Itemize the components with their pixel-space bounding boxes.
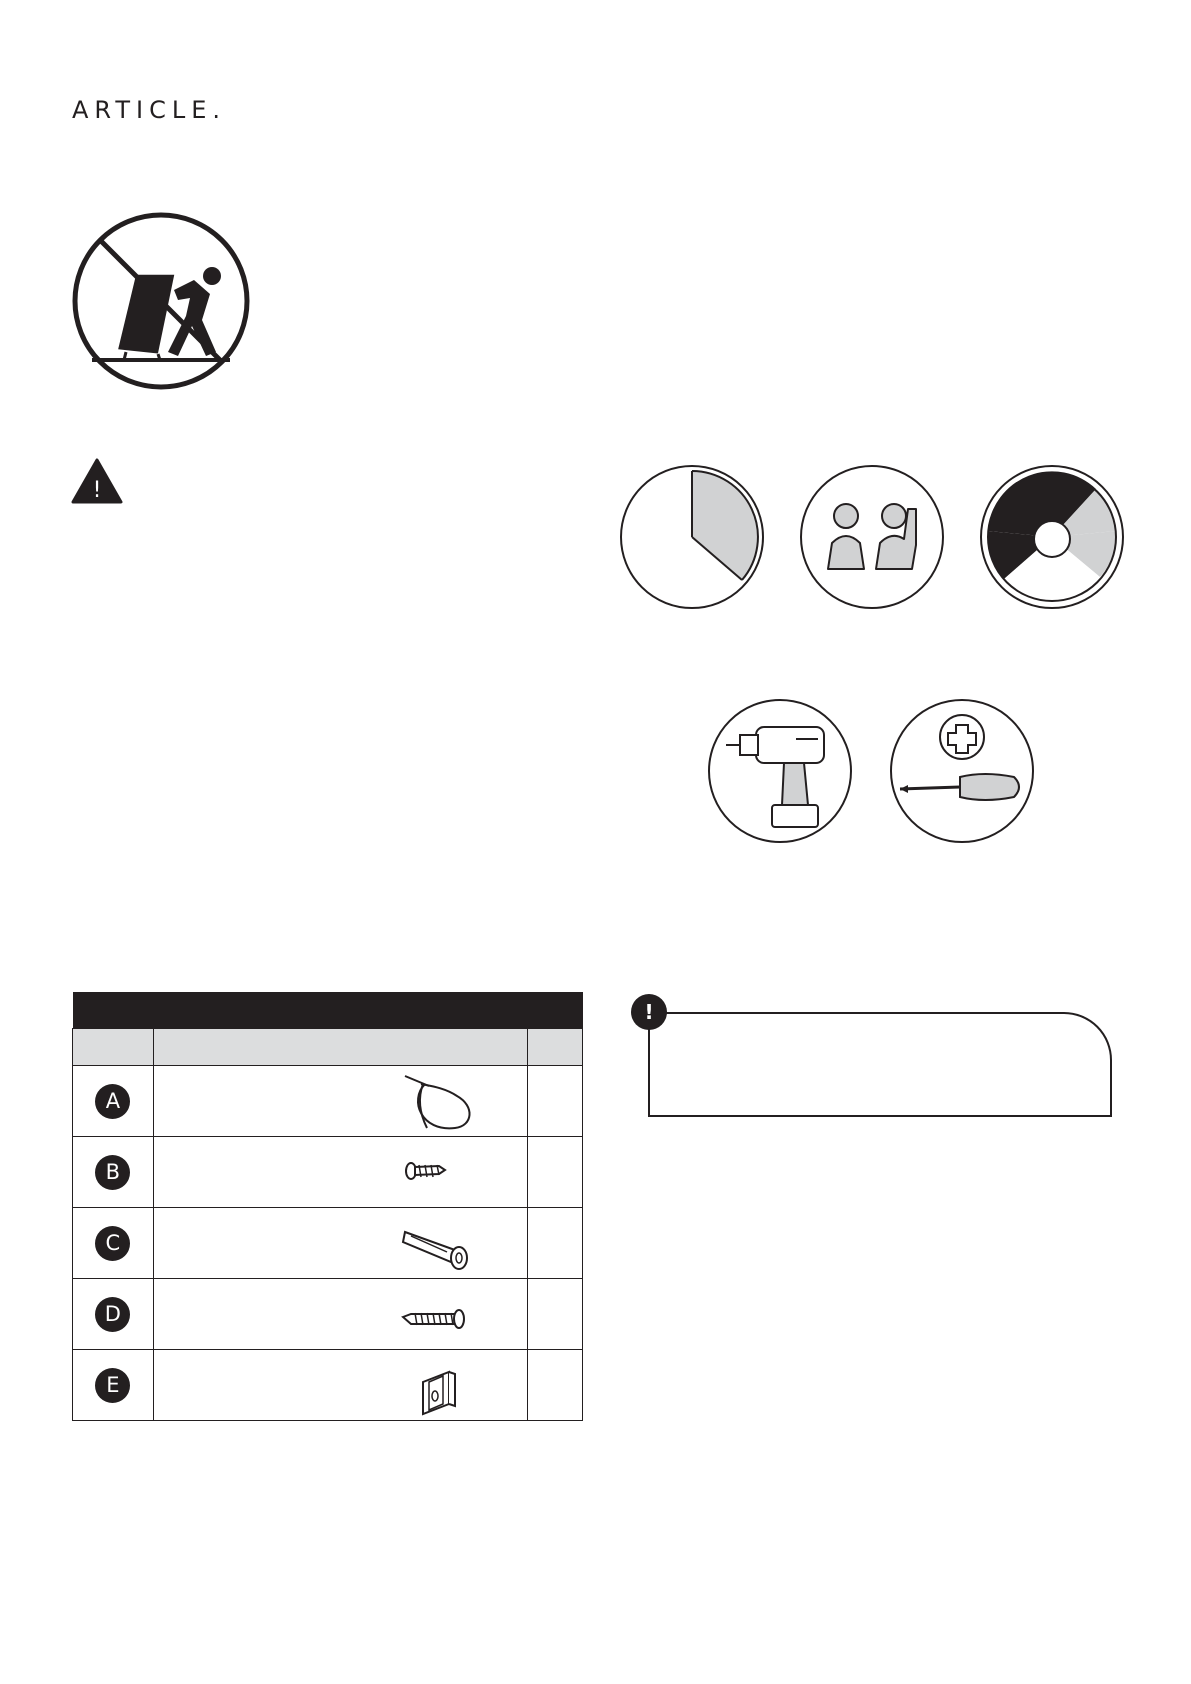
note-alert-icon: ! <box>631 994 667 1030</box>
table-row <box>73 1137 583 1208</box>
svg-text:!: ! <box>92 478 102 503</box>
column-header-description <box>153 1029 527 1066</box>
hardware-table <box>72 992 583 1421</box>
wall-bracket-icon <box>399 1354 479 1420</box>
long-screw-icon <box>399 1283 479 1349</box>
table-row <box>73 1350 583 1421</box>
column-header-part <box>73 1029 154 1066</box>
two-people-icon <box>798 463 946 611</box>
phillips-screwdriver-icon <box>888 697 1036 845</box>
table-column-header-row <box>73 1029 583 1066</box>
table-row <box>73 1208 583 1279</box>
brand-logo: ARTICLE. <box>72 96 227 124</box>
no-tipover-icon <box>70 210 252 392</box>
table-row <box>73 1279 583 1350</box>
note-box <box>648 1012 1112 1117</box>
part-letter-badge: E <box>95 1368 130 1403</box>
part-letter-badge: A <box>95 1084 130 1119</box>
part-letter-badge: C <box>95 1226 130 1261</box>
column-header-quantity <box>528 1029 583 1066</box>
drill-icon <box>706 697 854 845</box>
time-icon <box>618 463 766 611</box>
cable-tie-icon <box>399 1070 479 1136</box>
wall-anchor-icon <box>399 1212 479 1278</box>
difficulty-icon <box>978 463 1126 611</box>
table-header-bar <box>73 992 583 1029</box>
table-row <box>73 1066 583 1137</box>
part-letter-badge: D <box>95 1297 130 1332</box>
short-screw-icon <box>399 1141 479 1207</box>
warning-icon <box>71 458 123 504</box>
part-letter-badge: B <box>95 1155 130 1190</box>
